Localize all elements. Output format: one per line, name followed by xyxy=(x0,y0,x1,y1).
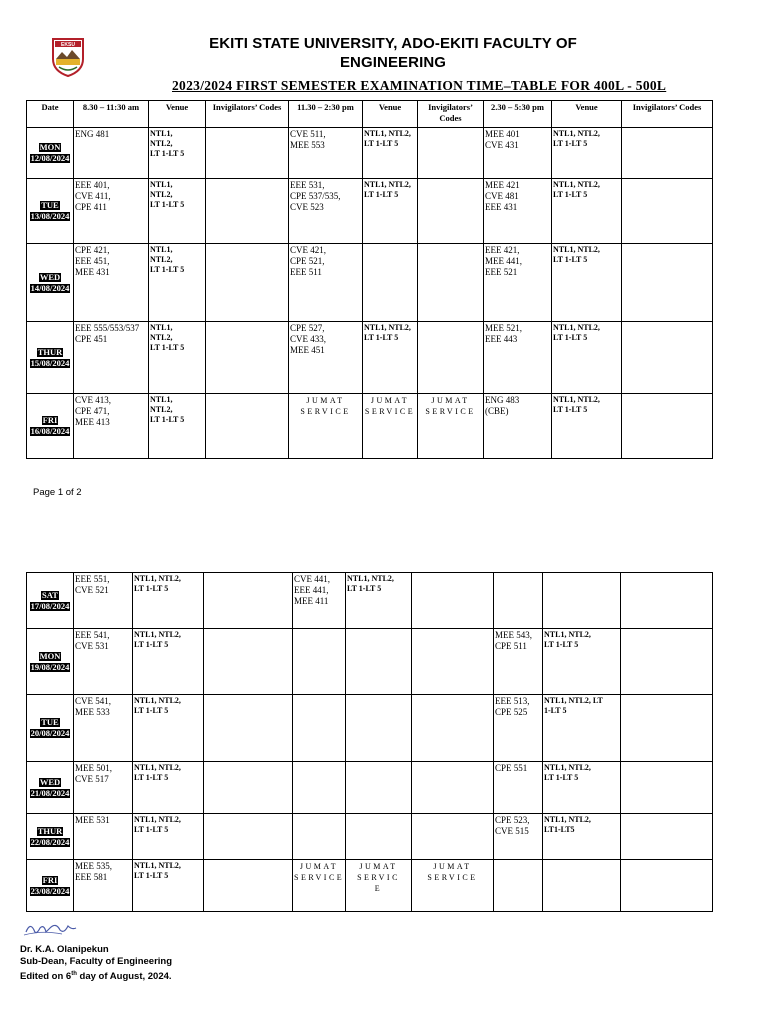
course-cell-slot3: ENG 483 (CBE) xyxy=(484,394,552,459)
day-label: FRI xyxy=(42,874,58,885)
day-label: THUR xyxy=(37,346,63,357)
venue-cell-slot1: NTL1, NTL2, LT 1-LT 5 xyxy=(149,244,206,322)
course-cell-slot1: MEE 535, EEE 581 xyxy=(74,860,133,912)
page-number: Page 1 of 2 xyxy=(33,487,82,498)
table-row xyxy=(27,762,713,814)
venue-cell-slot1: NTL1, NTL2, LT 1-LT 5 xyxy=(149,322,206,394)
course-cell-slot3 xyxy=(494,573,543,629)
venue-cell-slot1: NTL1, NTL2, LT 1-LT 5 xyxy=(133,629,204,695)
table-row xyxy=(27,179,713,244)
date-cell xyxy=(27,244,74,322)
signer-name: Dr. K.A. Olanipekun xyxy=(20,944,109,955)
venue-cell-slot3: NTL1, NTL2, LT 1-LT 5 xyxy=(543,695,621,762)
course-cell-slot2: JUMAT SERVICE xyxy=(293,860,346,912)
invigilators-cell-slot3 xyxy=(621,629,713,695)
table-row xyxy=(27,695,713,762)
header-venue3: Venue xyxy=(552,101,622,128)
invigilators-cell-slot1 xyxy=(204,695,293,762)
course-cell-slot1: CPE 421, EEE 451, MEE 431 xyxy=(74,244,149,322)
header-slot3: 2.30 – 5:30 pm xyxy=(484,101,552,128)
day-label: TUE xyxy=(41,717,59,727)
venue-cell-slot1: NTL1, NTL2, LT 1-LT 5 xyxy=(149,128,206,179)
edited-date: Edited on 6th day of August, 2024. xyxy=(20,971,172,983)
date-cell xyxy=(27,695,74,762)
course-cell-slot2: JUMAT SERVICE xyxy=(289,394,363,459)
venue-cell-slot3: NTL1, NTL2, LT 1-LT 5 xyxy=(543,762,621,814)
course-cell-slot2 xyxy=(293,814,346,860)
course-cell-slot3: MEE 401 CVE 431 xyxy=(484,128,552,179)
invigilators-cell-slot2 xyxy=(412,762,494,814)
date-label: 12/08/2024 xyxy=(30,153,70,163)
date-cell xyxy=(27,322,74,394)
header-invigilators2: Invigilators’ Codes xyxy=(418,101,484,128)
date-label: 15/08/2024 xyxy=(30,357,70,368)
university-logo xyxy=(45,33,91,79)
course-cell-slot1: MEE 531 xyxy=(74,814,133,860)
invigilators-cell-slot3 xyxy=(622,128,713,179)
date-cell xyxy=(27,814,74,860)
invigilators-cell-slot2 xyxy=(418,179,484,244)
course-cell-slot2: EEE 531, CPE 537/535, CVE 523 xyxy=(289,179,363,244)
course-cell-slot1: CVE 413, CPE 471, MEE 413 xyxy=(74,394,149,459)
header-slot1: 8.30 – 11:30 am xyxy=(74,101,149,128)
table-row xyxy=(27,128,713,179)
venue-cell-slot2: NTL1, NTL2, LT 1-LT 5 xyxy=(346,573,412,629)
venue-cell-slot2: NTL1, NTL2, LT 1-LT 5 xyxy=(363,322,418,394)
course-cell-slot2: CPE 527, CVE 433, MEE 451 xyxy=(289,322,363,394)
table-row xyxy=(27,394,713,459)
invigilators-cell-slot3 xyxy=(621,695,713,762)
date-cell xyxy=(27,573,74,629)
course-cell-slot2: CVE 441, EEE 441, MEE 411 xyxy=(293,573,346,629)
invigilators-cell-slot2 xyxy=(418,322,484,394)
course-cell-slot3: EEE 513, CPE 525 xyxy=(494,695,543,762)
course-cell-slot2: CVE 511, MEE 553 xyxy=(289,128,363,179)
invigilators-cell-slot3 xyxy=(621,814,713,860)
invigilators-cell-slot3 xyxy=(622,394,713,459)
venue-cell-slot2 xyxy=(363,244,418,322)
course-cell-slot3 xyxy=(494,860,543,912)
invigilators-cell-slot1 xyxy=(206,322,289,394)
table-row xyxy=(27,322,713,394)
invigilators-cell-slot3 xyxy=(621,762,713,814)
course-cell-slot3: CPE 523, CVE 515 xyxy=(494,814,543,860)
table-row xyxy=(27,860,713,912)
course-cell-slot2: CVE 421, CPE 521, EEE 511 xyxy=(289,244,363,322)
page-subtitle: 2023/2024 FIRST SEMESTER EXAMINATION TIME–TABLE FOR 400L - 500L xyxy=(172,78,667,93)
course-cell-slot1: EEE 551, CVE 521 xyxy=(74,573,133,629)
venue-cell-slot1: NTL1, NTL2, LT 1-LT 5 xyxy=(133,573,204,629)
course-cell-slot2 xyxy=(293,762,346,814)
venue-cell-slot1: NTL1, NTL2, LT 1-LT 5 xyxy=(149,179,206,244)
invigilators-cell-slot2 xyxy=(412,814,494,860)
course-cell-slot3: CPE 551 xyxy=(494,762,543,814)
invigilators-cell-slot3 xyxy=(621,573,713,629)
table-row xyxy=(27,629,713,695)
date-label: 14/08/2024 xyxy=(30,282,70,293)
invigilators-cell-slot2 xyxy=(412,695,494,762)
day-label: THUR xyxy=(37,825,63,836)
course-cell-slot1: EEE 541, CVE 531 xyxy=(74,629,133,695)
venue-cell-slot3: NTL1, NTL2, LT 1-LT 5 xyxy=(552,394,622,459)
date-cell xyxy=(27,629,74,695)
venue-cell-slot3 xyxy=(543,860,621,912)
venue-cell-slot3: NTL1, NTL2, LT 1-LT 5 xyxy=(552,179,622,244)
venue-cell-slot3: NTL1, NTL2, LT 1-LT 5 xyxy=(552,128,622,179)
date-label: 17/08/2024 xyxy=(30,600,70,611)
invigilators-cell-slot2 xyxy=(412,629,494,695)
page-title: EKITI STATE UNIVERSITY, ADO-EKITI FACULTY OF ENGINEERING xyxy=(209,35,577,71)
venue-cell-slot1: NTL1, NTL2, LT 1-LT 5 xyxy=(149,394,206,459)
signer-role: Sub-Dean, Faculty of Engineering xyxy=(20,956,173,967)
course-cell-slot1: CVE 541, MEE 533 xyxy=(74,695,133,762)
signature-mark xyxy=(22,918,82,940)
venue-cell-slot2 xyxy=(346,762,412,814)
invigilators-cell-slot3 xyxy=(622,244,713,322)
signature-block xyxy=(20,944,172,983)
header-slot2: 11.30 – 2:30 pm xyxy=(289,101,363,128)
invigilators-cell-slot2: JUMAT SERVICE xyxy=(418,394,484,459)
day-label: WED xyxy=(39,776,61,787)
invigilators-cell-slot3 xyxy=(621,860,713,912)
invigilators-cell-slot1 xyxy=(204,629,293,695)
venue-cell-slot1: NTL1, NTL2, LT 1-LT 5 xyxy=(133,814,204,860)
course-cell-slot3: MEE 521, EEE 443 xyxy=(484,322,552,394)
day-label: MON xyxy=(39,142,61,152)
venue-cell-slot3 xyxy=(543,573,621,629)
invigilators-cell-slot1 xyxy=(206,128,289,179)
invigilators-cell-slot1 xyxy=(206,179,289,244)
venue-cell-slot2: JUMAT SERVICE xyxy=(363,394,418,459)
date-label: 20/08/2024 xyxy=(30,728,70,738)
venue-cell-slot2: NTL1, NTL2, LT 1-LT 5 xyxy=(363,128,418,179)
venue-cell-slot1: NTL1, NTL2, LT 1-LT 5 xyxy=(133,695,204,762)
table-row xyxy=(27,814,713,860)
timetable-page2 xyxy=(26,572,713,912)
venue-cell-slot3: NTL1, NTL2, LT 1-LT 5 xyxy=(543,629,621,695)
invigilators-cell-slot1 xyxy=(206,244,289,322)
date-cell xyxy=(27,394,74,459)
header-invigilators3: Invigilators’ Codes xyxy=(622,101,713,128)
course-cell-slot3: MEE 421 CVE 481 EEE 431 xyxy=(484,179,552,244)
invigilators-cell-slot2: JUMAT SERVICE xyxy=(412,860,494,912)
date-cell xyxy=(27,860,74,912)
venue-cell-slot2 xyxy=(346,814,412,860)
header-venue1: Venue xyxy=(149,101,206,128)
course-cell-slot1: ENG 481 xyxy=(74,128,149,179)
table-row xyxy=(27,573,713,629)
day-label: WED xyxy=(39,271,61,282)
invigilators-cell-slot1 xyxy=(204,573,293,629)
invigilators-cell-slot1 xyxy=(204,814,293,860)
date-label: 23/08/2024 xyxy=(30,885,70,896)
table-row xyxy=(27,244,713,322)
day-label: TUE xyxy=(41,200,59,210)
day-label: SAT xyxy=(42,589,58,600)
venue-cell-slot1: NTL1, NTL2, LT 1-LT 5 xyxy=(133,860,204,912)
course-cell-slot3: EEE 421, MEE 441, EEE 521 xyxy=(484,244,552,322)
venue-cell-slot3: NTL1, NTL2, LT 1-LT 5 xyxy=(552,244,622,322)
venue-cell-slot2 xyxy=(346,695,412,762)
date-label: 21/08/2024 xyxy=(30,787,70,798)
date-label: 13/08/2024 xyxy=(30,211,70,221)
invigilators-cell-slot3 xyxy=(622,322,713,394)
venue-cell-slot2: NTL1, NTL2, LT 1-LT 5 xyxy=(363,179,418,244)
course-cell-slot1: MEE 501, CVE 517 xyxy=(74,762,133,814)
header-invigilators1: Invigilators’ Codes xyxy=(206,101,289,128)
date-label: 19/08/2024 xyxy=(30,661,70,672)
header-venue2: Venue xyxy=(363,101,418,128)
date-label: 22/08/2024 xyxy=(30,836,70,847)
venue-cell-slot3: NTL1, NTL2, LT1-LT5 xyxy=(543,814,621,860)
svg-text:EKSU: EKSU xyxy=(61,42,75,48)
venue-cell-slot1: NTL1, NTL2, LT 1-LT 5 xyxy=(133,762,204,814)
invigilators-cell-slot2 xyxy=(418,244,484,322)
course-cell-slot1: EEE 401, CVE 411, CPE 411 xyxy=(74,179,149,244)
invigilators-cell-slot1 xyxy=(204,860,293,912)
date-cell xyxy=(27,762,74,814)
invigilators-cell-slot1 xyxy=(206,394,289,459)
header-date: Date xyxy=(27,101,74,128)
course-cell-slot3: MEE 543, CPE 511 xyxy=(494,629,543,695)
day-label: MON xyxy=(39,650,61,661)
invigilators-cell-slot2 xyxy=(412,573,494,629)
course-cell-slot1: EEE 555/553/537 CPE 451 xyxy=(74,322,149,394)
course-cell-slot2 xyxy=(293,629,346,695)
venue-cell-slot2 xyxy=(346,629,412,695)
venue-cell-slot3: NTL1, NTL2, LT 1-LT 5 xyxy=(552,322,622,394)
invigilators-cell-slot1 xyxy=(204,762,293,814)
date-label: 16/08/2024 xyxy=(30,426,70,436)
timetable-page1 xyxy=(26,100,713,459)
invigilators-cell-slot3 xyxy=(622,179,713,244)
invigilators-cell-slot2 xyxy=(418,128,484,179)
date-cell xyxy=(27,179,74,244)
course-cell-slot2 xyxy=(293,695,346,762)
day-label: FRI xyxy=(42,415,58,425)
date-cell xyxy=(27,128,74,179)
venue-cell-slot2: JUMAT SERVIC E xyxy=(346,860,412,912)
